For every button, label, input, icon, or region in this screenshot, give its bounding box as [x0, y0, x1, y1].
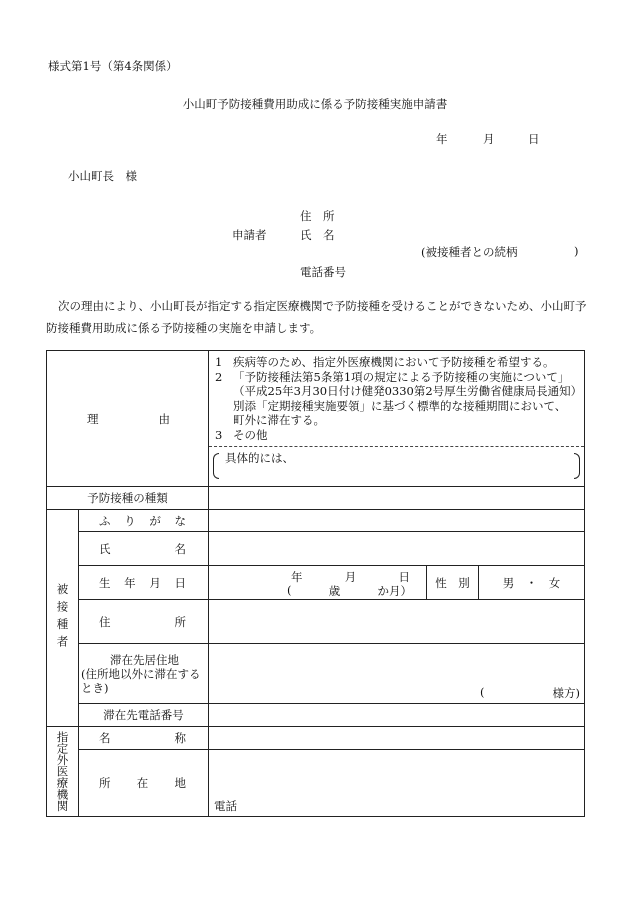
reason-label-cell	[47, 351, 209, 487]
reasons-cell[interactable]	[209, 351, 585, 487]
application-statement: 次の理由により、小山町長が指定する指定医療機関で予防接種を受けることができないため、小山町予防接種費用助成に係る予防接種の実施を申請します。	[46, 299, 587, 335]
inst-name-field[interactable]	[209, 727, 585, 750]
reason-row	[47, 351, 585, 487]
institution-label: 指定外医療機関	[55, 731, 70, 812]
reason-label-char: 理	[87, 411, 99, 426]
inst-name-label-cell: 名 称	[79, 727, 209, 750]
institution-label-cell	[47, 727, 79, 817]
form-number: 様式第1号（第4条関係）	[48, 59, 178, 73]
gender-choice[interactable]: 男 ・ 女	[479, 566, 585, 600]
vaccine-type-field[interactable]	[209, 487, 585, 510]
inst-location-label-cell: 所 在 地	[79, 750, 209, 817]
furigana-label-cell: ふ り が な	[79, 510, 209, 532]
vaccine-type-label: 予防接種の種類	[47, 487, 209, 510]
furigana-field[interactable]	[209, 510, 585, 532]
residence-phone-field[interactable]	[209, 704, 585, 727]
document-title: 小山町予防接種費用助成に係る予防接種実施申請書	[182, 97, 448, 111]
applicant-name-label: 氏 名	[300, 228, 335, 242]
inst-location-field[interactable]	[209, 750, 585, 817]
recipient-name-field[interactable]	[209, 532, 585, 566]
date-month[interactable]: 月	[483, 132, 495, 146]
dob-field[interactable]: 年 月 日 ( 歳 か月）	[209, 566, 427, 600]
reason-item-2-cont: 町外に滞在する。	[233, 413, 325, 427]
reason-item-3[interactable]: 3 その他	[215, 427, 268, 442]
recipient-address-field[interactable]	[209, 600, 585, 644]
reason-item-2-cont: 別添「定期接種実施要領」に基づく標準的な接種期間において、	[233, 398, 567, 413]
reason-item-1[interactable]: 1 疾病等のため、指定外医療機関において予防接種を希望する。	[215, 355, 555, 369]
residence-field[interactable]: ( 様方)	[209, 644, 585, 704]
recipient-label: 被接種者	[55, 583, 70, 653]
applicant-label: 申請者	[232, 228, 267, 242]
specific-reason-field[interactable]	[209, 446, 584, 477]
addressee: 小山町長 様	[68, 169, 137, 183]
bracket-right	[574, 453, 580, 479]
reason-label-char: 由	[158, 411, 170, 426]
dob-label-cell: 生 年 月 日	[79, 566, 209, 600]
date-year[interactable]: 年	[436, 132, 448, 146]
residence-phone-label: 滞在先電話番号	[79, 704, 209, 727]
recipient-name-label-cell: 氏 名	[79, 532, 209, 566]
residence-label-cell: 滞在先居住地 (住所地以外に滞在するとき)	[79, 644, 209, 704]
recipient-address-label-cell: 住 所	[79, 600, 209, 644]
date-day[interactable]: 日	[528, 132, 540, 146]
reason-item-2-cont: （平成25年3月30日付け健発0330第2号厚生労働省健康局長通知）	[233, 384, 583, 398]
application-table	[46, 350, 585, 817]
inst-phone-label: 電話	[214, 799, 237, 813]
reason-item-2[interactable]: 2 「予防接種法第5条第1項の規定による予防接種の実施について」	[215, 369, 570, 384]
applicant-relation-label: (被接種者との続柄	[421, 245, 518, 259]
specific-reason-label: 具体的には、	[225, 451, 294, 465]
bracket-left	[213, 453, 219, 479]
applicant-phone-label: 電話番号	[300, 265, 346, 279]
recipient-label-cell	[47, 510, 79, 727]
gender-label: 性 別	[427, 566, 479, 600]
applicant-address-label: 住 所	[300, 209, 335, 223]
applicant-relation-close: )	[574, 244, 579, 258]
